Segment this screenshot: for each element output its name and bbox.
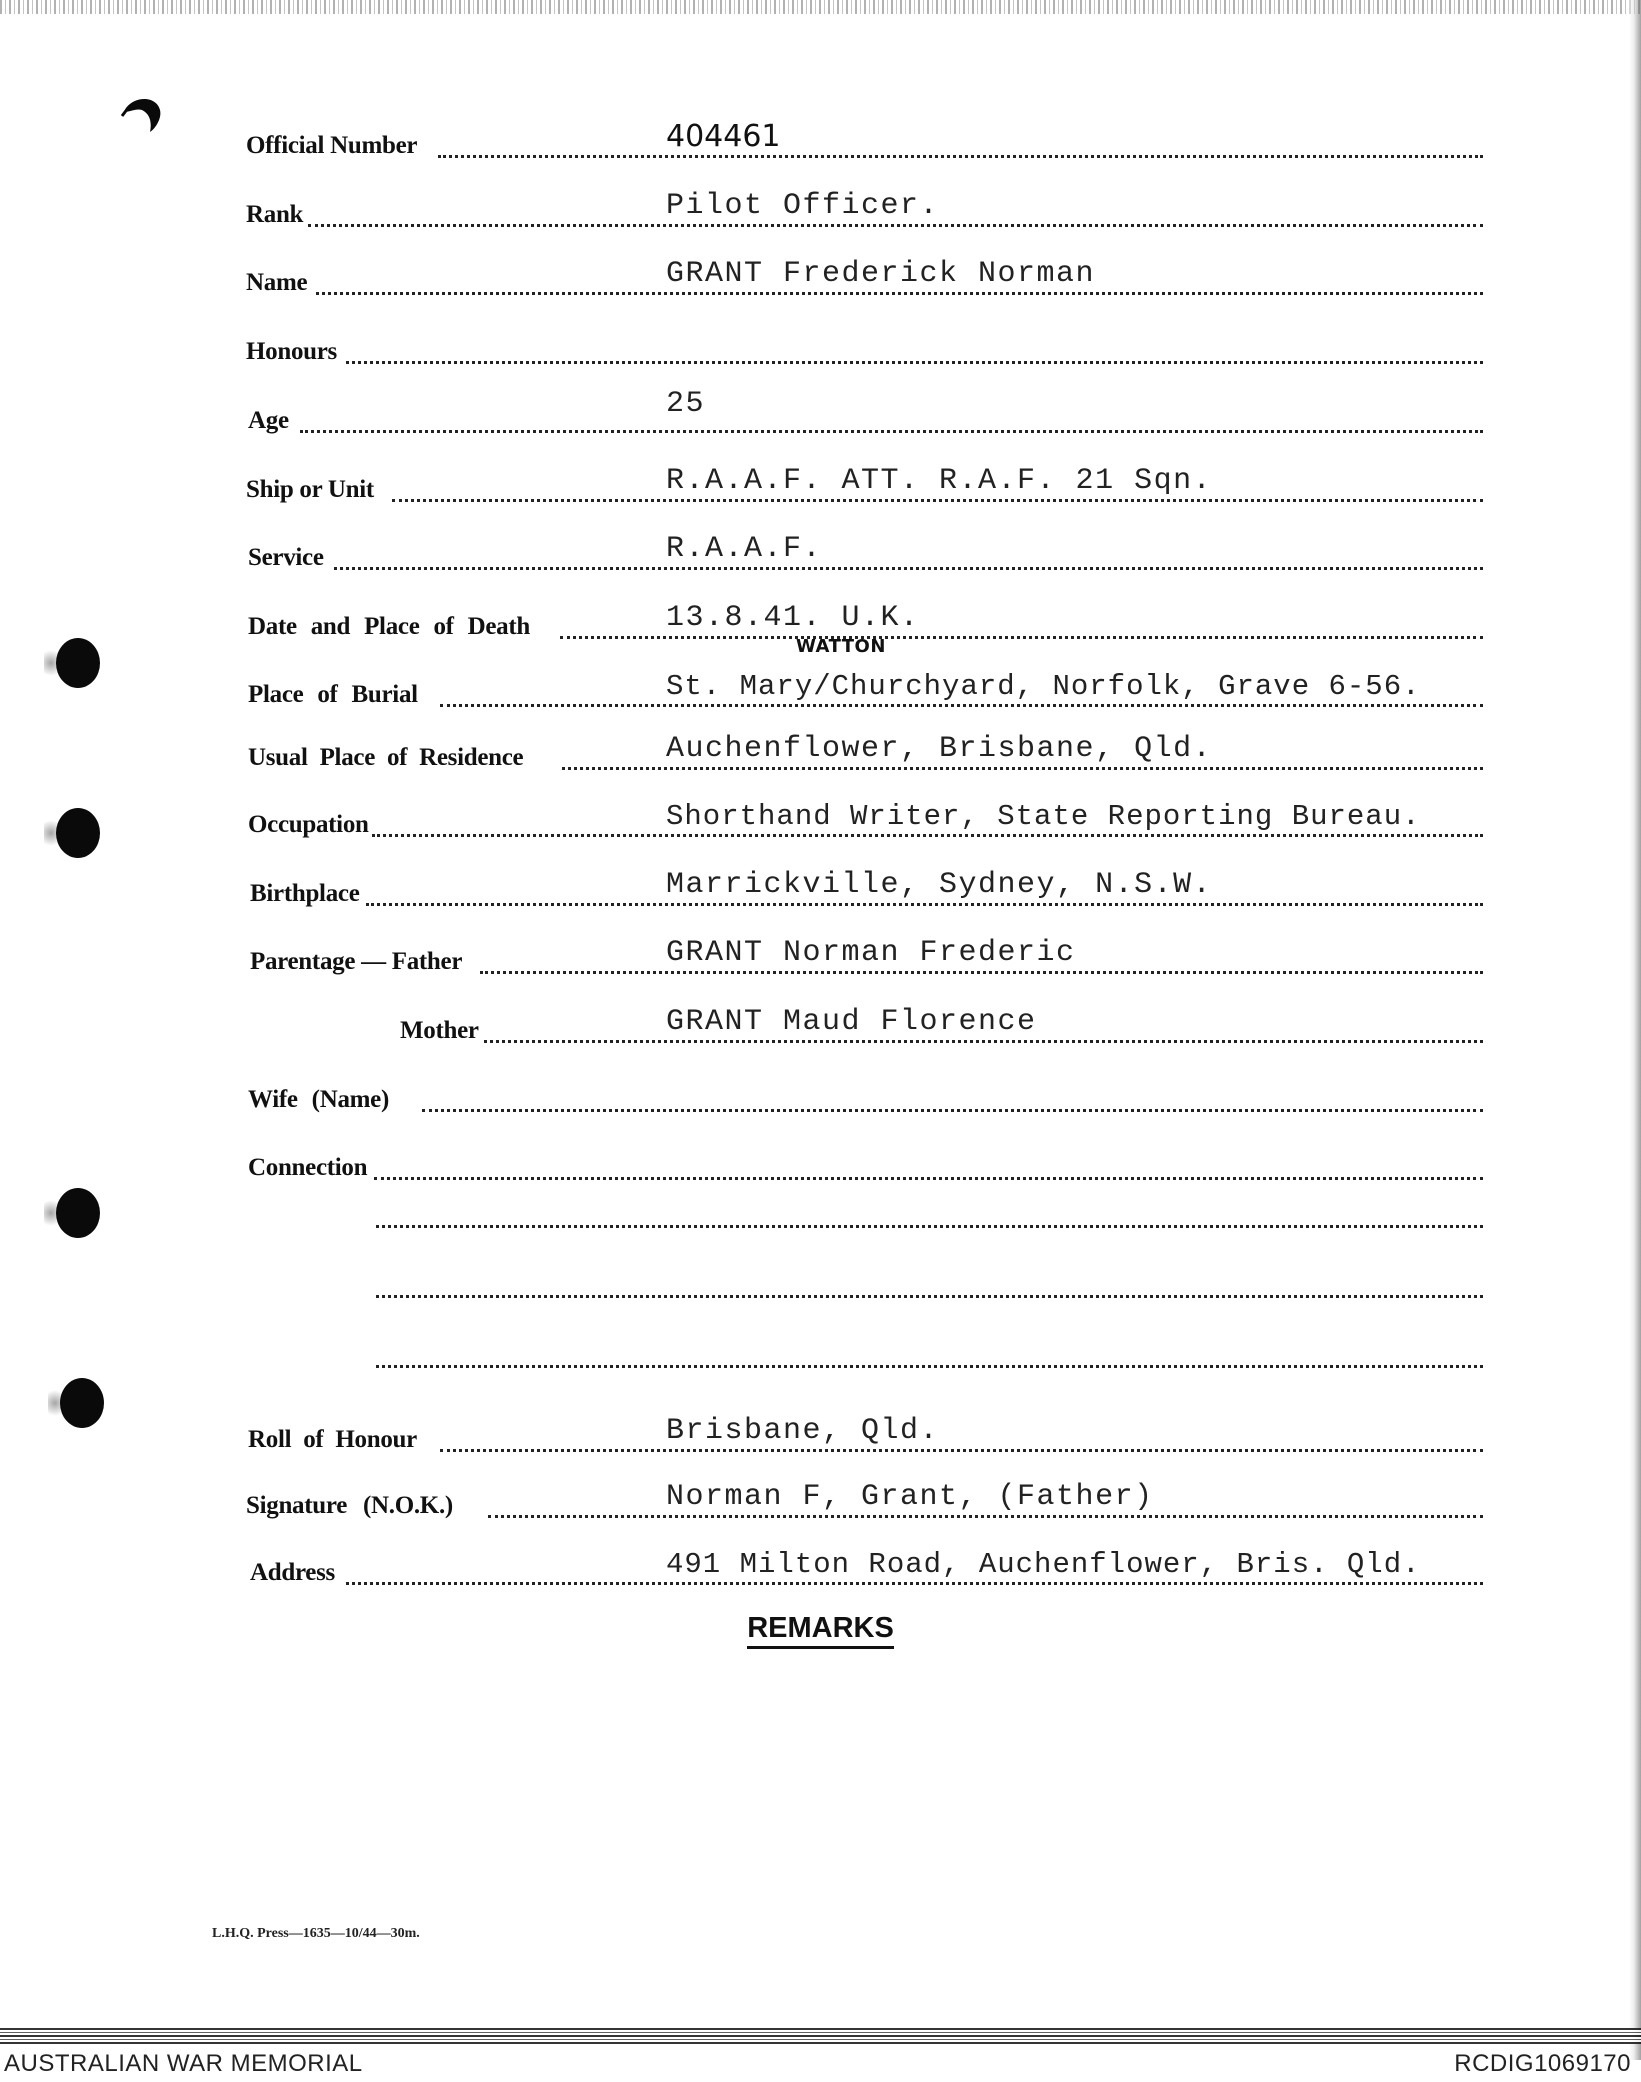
field-roll-of-honour [0,1410,1641,1460]
value-ship-or-unit: R.A.A.F. ATT. R.A.F. 21 Sqn. [666,464,1213,498]
connection-blank-line-2 [0,1256,1641,1306]
label-date-place-death: Date and Place of Death [248,613,530,640]
label-ship-or-unit: Ship or Unit [246,476,374,503]
field-birthplace [0,864,1641,914]
value-service: R.A.A.F. [666,532,823,566]
field-rank [0,185,1641,235]
label-father: Parentage — Father [250,948,463,975]
field-age [0,387,1641,441]
field-honours [0,322,1641,372]
value-birthplace: Marrickville, Sydney, N.S.W. [666,868,1213,902]
label-rank: Rank [246,201,304,228]
dotted-leader [440,1449,1483,1452]
label-name: Name [246,269,308,296]
label-birthplace: Birthplace [250,880,360,907]
value-residence: Auchenflower, Brisbane, Qld. [666,732,1213,766]
field-residence [0,728,1641,778]
dotted-leader [346,361,1483,364]
field-occupation [0,795,1641,845]
dotted-leader [562,767,1483,770]
dotted-leader [346,1582,1483,1585]
label-place-of-burial: Place of Burial [248,681,418,708]
value-date-place-death: 13.8.41. U.K. [666,601,920,635]
dotted-leader [334,567,1483,570]
label-residence: Usual Place of Residence [248,744,524,771]
value-name: GRANT Frederick Norman [666,257,1096,291]
dotted-leader [440,704,1483,707]
value-signature: Norman F, Grant, (Father) [666,1480,1154,1514]
label-honours: Honours [246,338,337,365]
label-wife: Wife (Name) [248,1086,389,1113]
dotted-leader [374,1177,1483,1180]
dotted-leader [316,292,1483,295]
label-roll-of-honour: Roll of Honour [248,1426,417,1453]
field-ship-or-unit [0,460,1641,510]
value-mother: GRANT Maud Florence [666,1005,1037,1039]
field-place-of-burial [0,665,1641,715]
connection-blank-line-3 [0,1326,1641,1376]
value-rank: Pilot Officer. [666,189,940,223]
dotted-leader [484,1040,1483,1043]
field-signature [0,1476,1641,1526]
field-mother [0,1001,1641,1051]
dotted-leader [488,1515,1483,1518]
label-connection: Connection [248,1154,368,1181]
dotted-leader [372,834,1483,837]
label-age: Age [248,407,289,434]
dotted-leader [392,499,1483,502]
dotted-leader [376,1295,1483,1298]
label-official-number: Official Number [246,132,418,159]
dotted-leader [480,971,1483,974]
printer-imprint: L.H.Q. Press—1635—10/44—30m. [212,1926,420,1941]
remarks-heading-text: REMARKS [747,1612,894,1649]
dotted-leader [366,903,1483,906]
dotted-leader [376,1365,1483,1368]
remarks-heading [0,1612,1641,1645]
footer-record-id: RCDIG1069170 [1454,2050,1631,2077]
field-address [0,1543,1641,1593]
footer-scan-bar [0,2028,1641,2044]
value-official-number: 404461 [666,119,781,154]
value-place-of-burial: St. Mary/Churchyard, Norfolk, Grave 6-56. [666,670,1421,703]
label-occupation: Occupation [248,811,369,838]
handwritten-insert-watton: WATTON [796,636,886,657]
value-father: GRANT Norman Frederic [666,936,1076,970]
value-age: 25 [666,387,706,421]
dotted-leader [560,636,1483,639]
value-occupation: Shorthand Writer, State Reporting Bureau. [666,800,1421,833]
connection-blank-line-1 [0,1186,1641,1236]
field-official-number [0,116,1641,166]
value-roll-of-honour: Brisbane, Qld. [666,1414,940,1448]
dotted-leader [438,155,1483,158]
label-mother: Mother [400,1017,479,1044]
dotted-leader [300,430,1483,433]
label-signature: Signature (N.O.K.) [246,1492,453,1519]
scan-edge-top [0,0,1641,14]
label-service: Service [248,544,324,571]
footer-archive-name: AUSTRALIAN WAR MEMORIAL [4,2050,363,2077]
field-connection [0,1138,1641,1188]
field-father [0,932,1641,982]
field-name [0,253,1641,303]
value-address: 491 Milton Road, Auchenflower, Bris. Qld. [666,1548,1421,1581]
label-address: Address [250,1559,335,1586]
field-service [0,528,1641,578]
dotted-leader [376,1225,1483,1228]
field-wife [0,1070,1641,1120]
dotted-leader [422,1109,1483,1112]
dotted-leader [308,224,1483,227]
